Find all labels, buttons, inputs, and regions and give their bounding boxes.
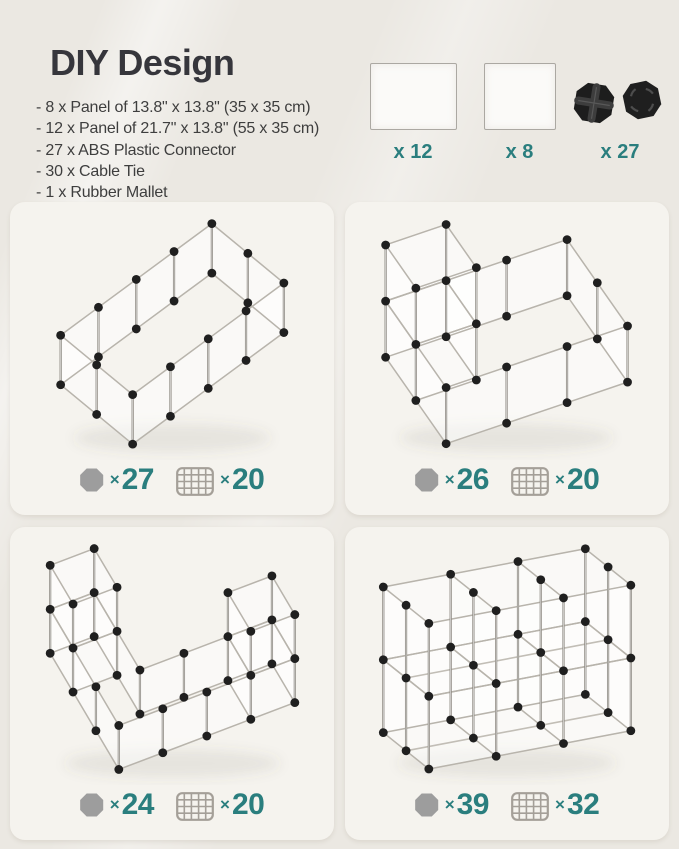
panel-grid-icon (176, 467, 214, 496)
connector-count: 26 (456, 463, 489, 496)
material-counts (415, 462, 600, 498)
flat-connector-icon (621, 79, 664, 122)
times-sign: × (109, 795, 120, 814)
connector-icon (415, 793, 439, 817)
small-panel-photo (484, 63, 556, 130)
panel-count: 32 (566, 788, 600, 821)
panel-count: 20 (231, 463, 265, 496)
connector-count-label: x 27 (600, 141, 640, 163)
small-panel-count-label: x 8 (505, 141, 534, 163)
times-sign: × (444, 470, 455, 489)
layout-card-l-shaped-pen (10, 527, 334, 840)
material-counts (80, 462, 265, 498)
times-sign: × (109, 470, 120, 489)
parts-list-item: - 1 x Rubber Mallet (36, 184, 168, 202)
connector-count: 24 (121, 788, 154, 821)
times-sign: × (555, 795, 565, 814)
layout-card-rectangular-pen (10, 202, 334, 515)
connector-icon (415, 468, 439, 492)
diagram-pen-with-corner-tower (349, 208, 665, 460)
material-counts (415, 787, 600, 823)
parts-list-item: - 27 x ABS Plastic Connector (36, 141, 236, 159)
parts-list-item: - 12 x Panel of 21.7" x 13.8" (55 x 35 cm) (36, 120, 320, 138)
connector-icon (80, 468, 104, 492)
panel-grid-icon (511, 467, 549, 496)
parts-list-item: - 8 x Panel of 13.8" x 13.8" (35 x 35 cm) (36, 99, 311, 116)
layout-card-cube-rack (345, 527, 669, 840)
parts-list (36, 97, 319, 203)
panel-grid-icon (176, 792, 214, 821)
material-counts (80, 787, 265, 823)
page-title: DIY Design (50, 42, 235, 83)
layout-card-pen-with-corner-tower (345, 202, 669, 515)
diagram-rectangular-pen (14, 208, 330, 460)
abs-connector-photos (572, 77, 668, 127)
panel-count: 20 (566, 463, 600, 496)
corner-connector-icon (572, 81, 615, 124)
parts-list-item: - 30 x Cable Tie (36, 162, 145, 180)
times-sign: × (220, 470, 230, 489)
panel-grid-icon (511, 792, 549, 821)
large-panel-photo (370, 63, 457, 130)
diagram-cube-rack (349, 533, 665, 785)
times-sign: × (444, 795, 455, 814)
connector-count: 27 (121, 463, 154, 496)
connector-icon (80, 793, 104, 817)
diagram-l-shaped-pen (14, 533, 330, 785)
times-sign: × (220, 795, 230, 814)
connector-count: 39 (456, 788, 489, 821)
large-panel-count-label: x 12 (393, 141, 433, 163)
panel-count: 20 (231, 788, 265, 821)
times-sign: × (555, 470, 565, 489)
